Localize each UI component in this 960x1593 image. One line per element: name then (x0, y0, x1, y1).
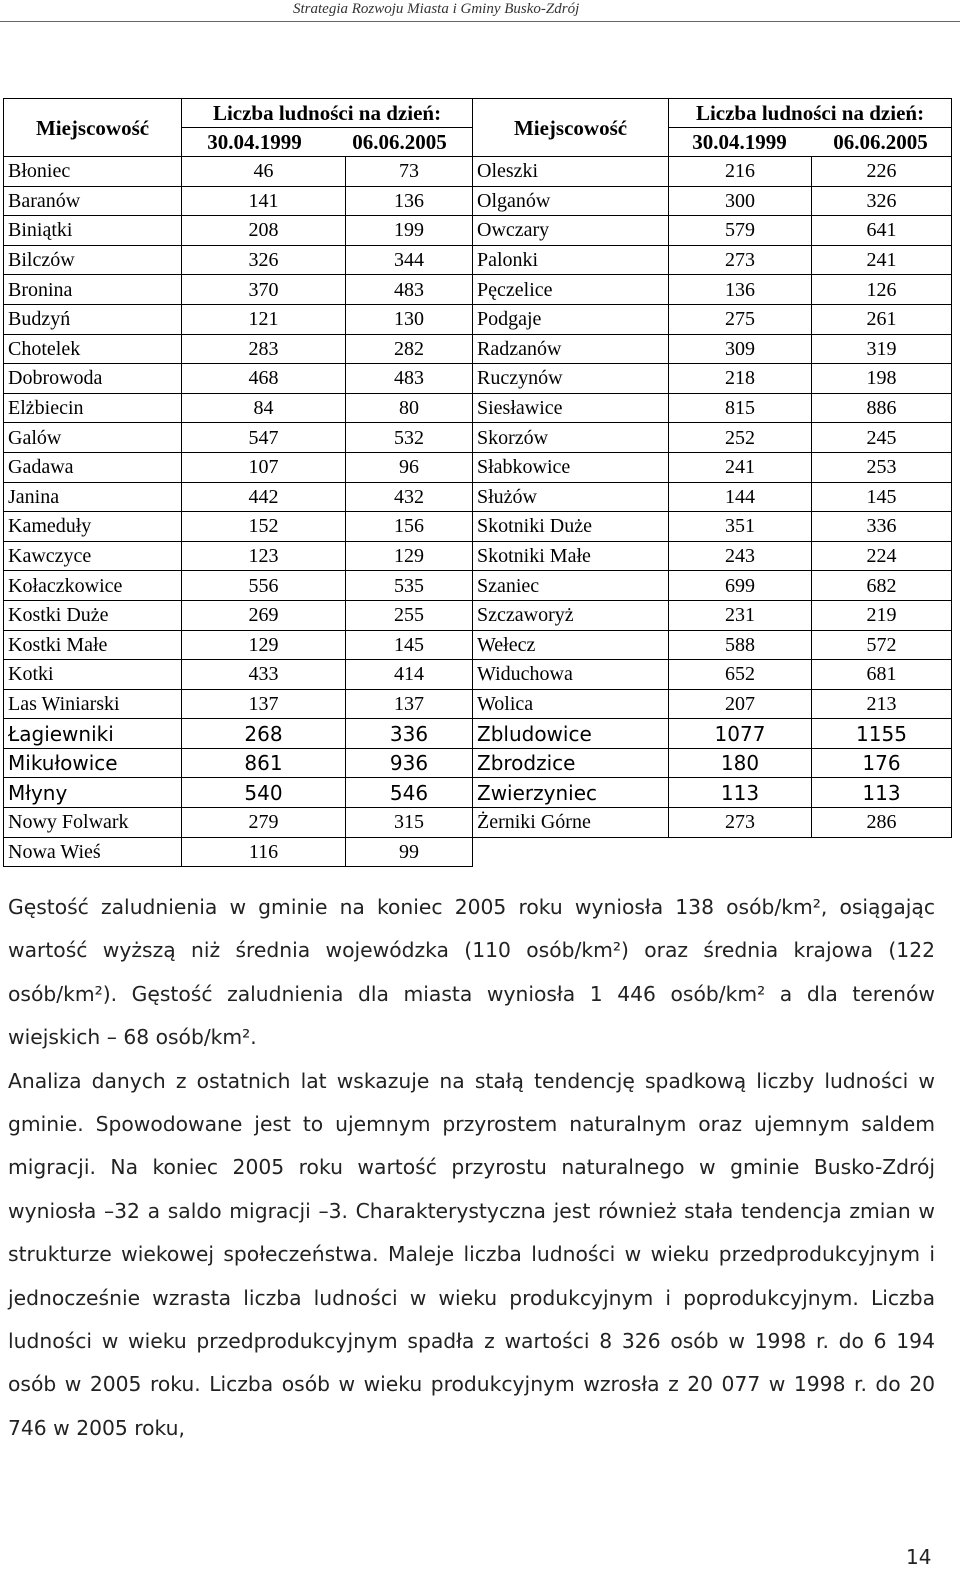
population-cell: 546 (346, 778, 473, 808)
population-cell: 129 (182, 630, 346, 660)
table-row (4, 837, 952, 867)
place-name-cell: Nowa Wieś (4, 837, 182, 867)
population-cell: 107 (182, 452, 346, 482)
table-row (4, 423, 952, 453)
population-cell: 861 (182, 748, 346, 778)
table-row (4, 600, 952, 630)
population-cell: 145 (812, 482, 952, 512)
population-cell: 99 (346, 837, 473, 867)
place-name-cell: Bilczów (4, 245, 182, 275)
population-cell: 144 (669, 482, 812, 512)
paragraph-density: Gęstość zaludnienia w gminie na koniec 2005 roku wyniosła 138 osób/km², osiągając wartość wyższą niż średnia wojewódzka (110 osób/km²) oraz średnia krajowa (122 osób/km²). Gęstość zaludnienia dla miasta wyniosła 1 446 osób/km² a dla terenów wiejskich – 68 osób/km². (8, 895, 935, 1050)
population-cell: 579 (669, 216, 812, 246)
place-name-cell: Las Winiarski (4, 689, 182, 719)
population-cell: 326 (182, 245, 346, 275)
population-cell: 180 (669, 748, 812, 778)
table-row (4, 393, 952, 423)
population-cell: 336 (812, 512, 952, 542)
header-date1-left: 30.04.1999 (207, 130, 302, 154)
population-cell: 309 (669, 334, 812, 364)
population-cell: 126 (812, 275, 952, 305)
table-row (4, 630, 952, 660)
place-name-cell: Zbludowice (473, 719, 669, 749)
population-cell: 84 (182, 393, 346, 423)
empty-cell (473, 837, 952, 867)
population-cell: 198 (812, 364, 952, 394)
population-cell: 815 (669, 393, 812, 423)
header-date1-right: 30.04.1999 (692, 130, 787, 154)
header-population-right: Liczba ludności na dzień: (669, 99, 952, 128)
place-name-cell: Gadawa (4, 452, 182, 482)
place-name-cell: Wełecz (473, 630, 669, 660)
place-name-cell: Palonki (473, 245, 669, 275)
paragraph-analysis: Analiza danych z ostatnich lat wskazuje na stałą tendencję spadkową liczby ludności w gminie. Spowodowane jest to ujemnym przyrostem naturalnym oraz ujemnym saldem migracji. Na koniec 2005 roku wartość przyrostu naturalnego w gminie Busko-Zdrój wyniosła –32 a saldo migracji –3. Charakterystyczna jest również stała tendencja zmian w strukturze wiekowej społeczeństwa. Maleje liczba ludności w wieku przedprodukcyjnym i jednocześnie wzrasta liczba ludności w wieku produkcyjnym i poprodukcyjnym. Liczba ludności w wieku przedprodukcyjnym spadła z wartości 8 326 osób w 1998 r. do 6 194 osób w 2005 roku. Liczba osób w wieku produkcyjnym wzrosła z 20 077 w 1998 r. do 20 746 w 2005 roku, (8, 1068, 935, 1440)
population-cell: 113 (669, 778, 812, 808)
place-name-cell: Janina (4, 482, 182, 512)
population-cell: 213 (812, 689, 952, 719)
place-name-cell: Galów (4, 423, 182, 453)
table-row (4, 452, 952, 482)
place-name-cell: Skorzów (473, 423, 669, 453)
population-cell: 282 (346, 334, 473, 364)
header-place-left: Miejscowość (4, 99, 182, 157)
population-cell: 936 (346, 748, 473, 778)
population-cell: 208 (182, 216, 346, 246)
place-name-cell: Olganów (473, 186, 669, 216)
header-date2-right: 06.06.2005 (833, 130, 928, 154)
table-row (4, 157, 952, 187)
place-name-cell: Ruczynów (473, 364, 669, 394)
population-cell: 279 (182, 808, 346, 838)
place-name-cell: Szaniec (473, 571, 669, 601)
place-name-cell: Bronina (4, 275, 182, 305)
table-row (4, 216, 952, 246)
place-name-cell: Elżbiecin (4, 393, 182, 423)
population-cell: 468 (182, 364, 346, 394)
header-dates-right (669, 128, 952, 157)
place-name-cell: Zbrodzice (473, 748, 669, 778)
population-cell: 137 (346, 689, 473, 719)
population-cell: 442 (182, 482, 346, 512)
population-cell: 219 (812, 600, 952, 630)
place-name-cell: Skotniki Duże (473, 512, 669, 542)
population-cell: 218 (669, 364, 812, 394)
population-cell: 136 (346, 186, 473, 216)
population-cell: 433 (182, 660, 346, 690)
place-name-cell: Mikułowice (4, 748, 182, 778)
table-row (4, 748, 952, 778)
place-name-cell: Kawczyce (4, 541, 182, 571)
population-cell: 123 (182, 541, 346, 571)
population-cell: 1077 (669, 719, 812, 749)
population-cell: 540 (182, 778, 346, 808)
population-cell: 652 (669, 660, 812, 690)
population-cell: 682 (812, 571, 952, 601)
place-name-cell: Kołaczkowice (4, 571, 182, 601)
table-row (4, 689, 952, 719)
population-cell: 224 (812, 541, 952, 571)
population-cell: 532 (346, 423, 473, 453)
place-name-cell: Kostki Małe (4, 630, 182, 660)
population-cell: 231 (669, 600, 812, 630)
place-name-cell: Pęczelice (473, 275, 669, 305)
population-cell: 136 (669, 275, 812, 305)
population-cell: 641 (812, 216, 952, 246)
population-cell: 535 (346, 571, 473, 601)
population-cell: 241 (812, 245, 952, 275)
place-name-cell: Budzyń (4, 304, 182, 334)
population-cell: 116 (182, 837, 346, 867)
header-date2-left: 06.06.2005 (352, 130, 447, 154)
population-cell: 886 (812, 393, 952, 423)
table-row (4, 304, 952, 334)
population-cell: 241 (669, 452, 812, 482)
place-name-cell: Słabkowice (473, 452, 669, 482)
table-row (4, 512, 952, 542)
population-cell: 199 (346, 216, 473, 246)
place-name-cell: Kotki (4, 660, 182, 690)
population-cell: 207 (669, 689, 812, 719)
population-cell: 275 (669, 304, 812, 334)
population-cell: 46 (182, 157, 346, 187)
population-cell: 255 (346, 600, 473, 630)
place-name-cell: Widuchowa (473, 660, 669, 690)
population-cell: 80 (346, 393, 473, 423)
population-cell: 344 (346, 245, 473, 275)
population-cell: 73 (346, 157, 473, 187)
place-name-cell: Zwierzyniec (473, 778, 669, 808)
population-cell: 137 (182, 689, 346, 719)
table-row (4, 719, 952, 749)
population-cell: 152 (182, 512, 346, 542)
population-cell: 300 (669, 186, 812, 216)
population-cell: 699 (669, 571, 812, 601)
header-dates-left (182, 128, 473, 157)
population-cell: 145 (346, 630, 473, 660)
population-cell: 113 (812, 778, 952, 808)
table-row (4, 660, 952, 690)
population-cell: 1155 (812, 719, 952, 749)
place-name-cell: Radzanów (473, 334, 669, 364)
place-name-cell: Kameduły (4, 512, 182, 542)
population-cell: 269 (182, 600, 346, 630)
population-cell: 681 (812, 660, 952, 690)
population-cell: 370 (182, 275, 346, 305)
population-cell: 96 (346, 452, 473, 482)
population-cell: 156 (346, 512, 473, 542)
place-name-cell: Szczaworyż (473, 600, 669, 630)
table-row (4, 245, 952, 275)
population-cell: 432 (346, 482, 473, 512)
body-text (8, 886, 935, 1450)
population-cell: 130 (346, 304, 473, 334)
table-row (4, 482, 952, 512)
header-population-left: Liczba ludności na dzień: (182, 99, 473, 128)
population-cell: 129 (346, 541, 473, 571)
population-cell: 252 (669, 423, 812, 453)
table-row (4, 778, 952, 808)
population-cell: 286 (812, 808, 952, 838)
population-cell: 273 (669, 245, 812, 275)
table-body (4, 157, 952, 867)
population-cell: 483 (346, 275, 473, 305)
place-name-cell: Owczary (473, 216, 669, 246)
population-cell: 283 (182, 334, 346, 364)
population-cell: 483 (346, 364, 473, 394)
population-cell: 547 (182, 423, 346, 453)
population-table (3, 98, 952, 867)
header-title: Strategia Rozwoju Miasta i Gminy Busko-Zdrój (293, 1, 580, 17)
place-name-cell: Podgaje (473, 304, 669, 334)
population-cell: 243 (669, 541, 812, 571)
table-row (4, 364, 952, 394)
population-cell: 556 (182, 571, 346, 601)
place-name-cell: Wolica (473, 689, 669, 719)
place-name-cell: Służów (473, 482, 669, 512)
population-cell: 261 (812, 304, 952, 334)
population-cell: 414 (346, 660, 473, 690)
population-cell: 319 (812, 334, 952, 364)
place-name-cell: Żerniki Górne (473, 808, 669, 838)
population-cell: 245 (812, 423, 952, 453)
population-cell: 226 (812, 157, 952, 187)
population-cell: 216 (669, 157, 812, 187)
population-cell: 273 (669, 808, 812, 838)
population-cell: 572 (812, 630, 952, 660)
table-row (4, 186, 952, 216)
place-name-cell: Błoniec (4, 157, 182, 187)
place-name-cell: Kostki Duże (4, 600, 182, 630)
place-name-cell: Baranów (4, 186, 182, 216)
place-name-cell: Młyny (4, 778, 182, 808)
population-cell: 315 (346, 808, 473, 838)
place-name-cell: Nowy Folwark (4, 808, 182, 838)
place-name-cell: Oleszki (473, 157, 669, 187)
population-cell: 326 (812, 186, 952, 216)
table-row (4, 275, 952, 305)
population-cell: 253 (812, 452, 952, 482)
population-cell: 121 (182, 304, 346, 334)
population-cell: 351 (669, 512, 812, 542)
page-header (0, 0, 960, 22)
population-cell: 336 (346, 719, 473, 749)
population-cell: 268 (182, 719, 346, 749)
page-number: 14 (906, 1545, 932, 1569)
table-row (4, 571, 952, 601)
place-name-cell: Dobrowoda (4, 364, 182, 394)
population-cell: 588 (669, 630, 812, 660)
place-name-cell: Skotniki Małe (473, 541, 669, 571)
table-row (4, 808, 952, 838)
place-name-cell: Łagiewniki (4, 719, 182, 749)
table-row (4, 541, 952, 571)
table-row (4, 334, 952, 364)
population-cell: 176 (812, 748, 952, 778)
place-name-cell: Chotelek (4, 334, 182, 364)
population-cell: 141 (182, 186, 346, 216)
header-place-right: Miejscowość (473, 99, 669, 157)
place-name-cell: Biniątki (4, 216, 182, 246)
place-name-cell: Siesławice (473, 393, 669, 423)
